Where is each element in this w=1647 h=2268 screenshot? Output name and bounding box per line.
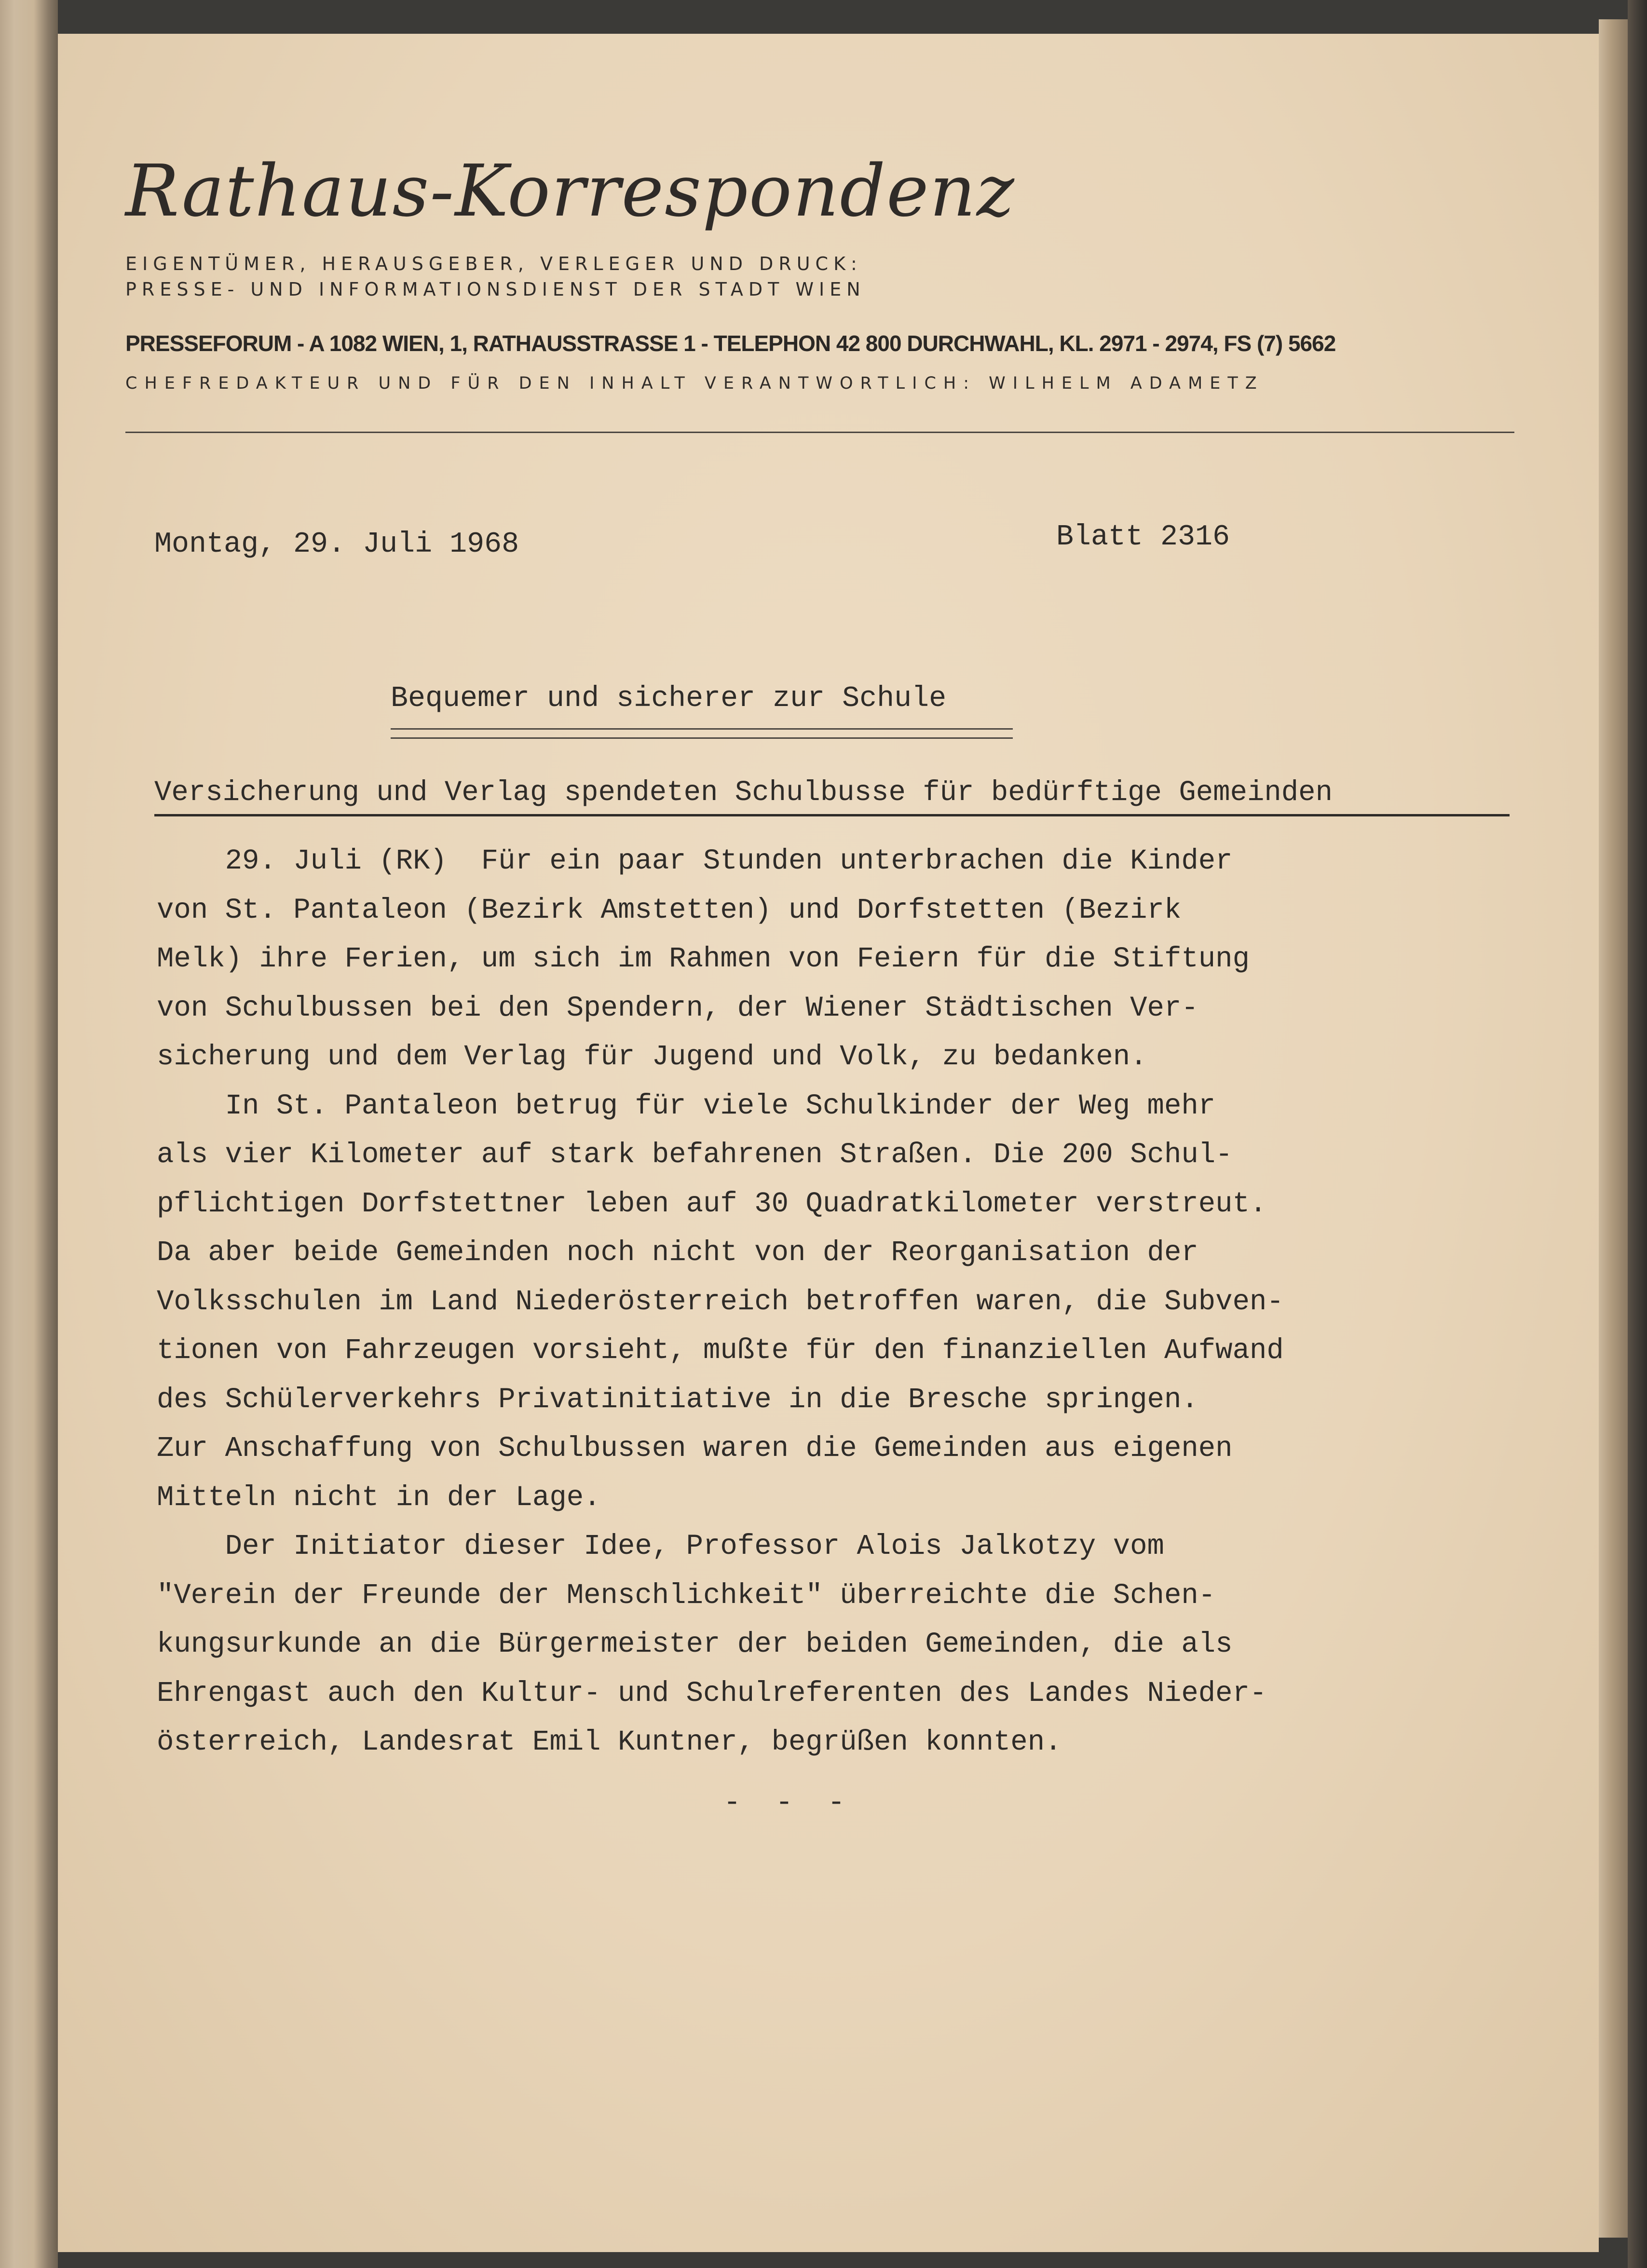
body-line: 29. Juli (RK) Für ein paar Stunden unterbrachen die Kinder (157, 845, 1233, 877)
headline: Bequemer und sicherer zur Schule (391, 682, 947, 715)
body-line: In St. Pantaleon betrug für viele Schulkinder der Weg mehr (157, 1089, 1216, 1122)
document-page (58, 34, 1599, 2252)
headline-double-underline (391, 728, 1013, 739)
presseforum-address: PRESSEFORUM - A 1082 WIEN, 1, RATHAUSSTRASSE 1 - TELEPHON 42 800 DURCHWAHL, KL. 2971 - 2974, FS (7) 5662 (125, 331, 1336, 356)
masthead-divider (125, 432, 1514, 433)
body-line: von St. Pantaleon (Bezirk Amstetten) und Dorfstetten (Bezirk (157, 894, 1182, 926)
body-line: sicherung und dem Verlag für Jugend und Volk, zu bedanken. (157, 1041, 1147, 1073)
body-line: Mitteln nicht in der Lage. (157, 1481, 601, 1514)
left-page-stack (0, 0, 58, 2268)
right-page-stack (1599, 19, 1628, 2238)
body-line: österreich, Landesrat Emil Kuntner, begrüßen konnten. (157, 1726, 1062, 1758)
body-line: Zur Anschaffung von Schulbussen waren die Gemeinden aus eigenen (157, 1432, 1233, 1465)
article-body (157, 837, 1284, 1767)
closing-mark: - - - (723, 1787, 854, 1820)
body-line: Ehrengast auch den Kultur- und Schulreferenten des Landes Nieder- (157, 1677, 1267, 1710)
body-line: Der Initiator dieser Idee, Professor Alois Jalkotzy vom (157, 1530, 1164, 1562)
chefredakteur-line: CHEFREDAKTEUR UND FÜR DEN INHALT VERANTWORTLICH: WILHELM ADAMETZ (125, 374, 1264, 393)
subheadline-underline (154, 814, 1510, 816)
body-line: pflichtigen Dorfstettner leben auf 30 Quadratkilometer verstreut. (157, 1187, 1267, 1220)
sheet-number: Blatt 2316 (1056, 521, 1230, 554)
body-line: tionen von Fahrzeugen vorsieht, mußte für den finanziellen Aufwand (157, 1334, 1284, 1367)
body-line: Da aber beide Gemeinden noch nicht von der Reorganisation der (157, 1236, 1198, 1269)
body-line: als vier Kilometer auf stark befahrenen Straßen. Die 200 Schul- (157, 1139, 1233, 1171)
imprint-line-1: EIGENTÜMER, HERAUSGEBER, VERLEGER UND DRUCK: (125, 253, 862, 274)
book-cover-edge (1628, 0, 1647, 2268)
body-line: Volksschulen im Land Niederösterreich betroffen waren, die Subven- (157, 1285, 1284, 1318)
dateline: Montag, 29. Juli 1968 (154, 528, 519, 561)
body-line: von Schulbussen bei den Spendern, der Wiener Städtischen Ver- (157, 991, 1198, 1024)
body-line: des Schülerverkehrs Privatinitiative in die Bresche springen. (157, 1383, 1198, 1416)
body-line: kungsurkunde an die Bürgermeister der beiden Gemeinden, die als (157, 1628, 1233, 1660)
subheadline: Versicherung und Verlag spendeten Schulbusse für bedürftige Gemeinden (154, 776, 1333, 809)
body-line: "Verein der Freunde der Menschlichkeit" überreichte die Schen- (157, 1579, 1216, 1612)
masthead-title: Rathaus-Korrespondenz (125, 149, 1015, 232)
imprint-line-2: PRESSE- UND INFORMATIONSDIENST DER STADT WIEN (125, 279, 866, 300)
body-line: Melk) ihre Ferien, um sich im Rahmen von Feiern für die Stiftung (157, 943, 1250, 975)
